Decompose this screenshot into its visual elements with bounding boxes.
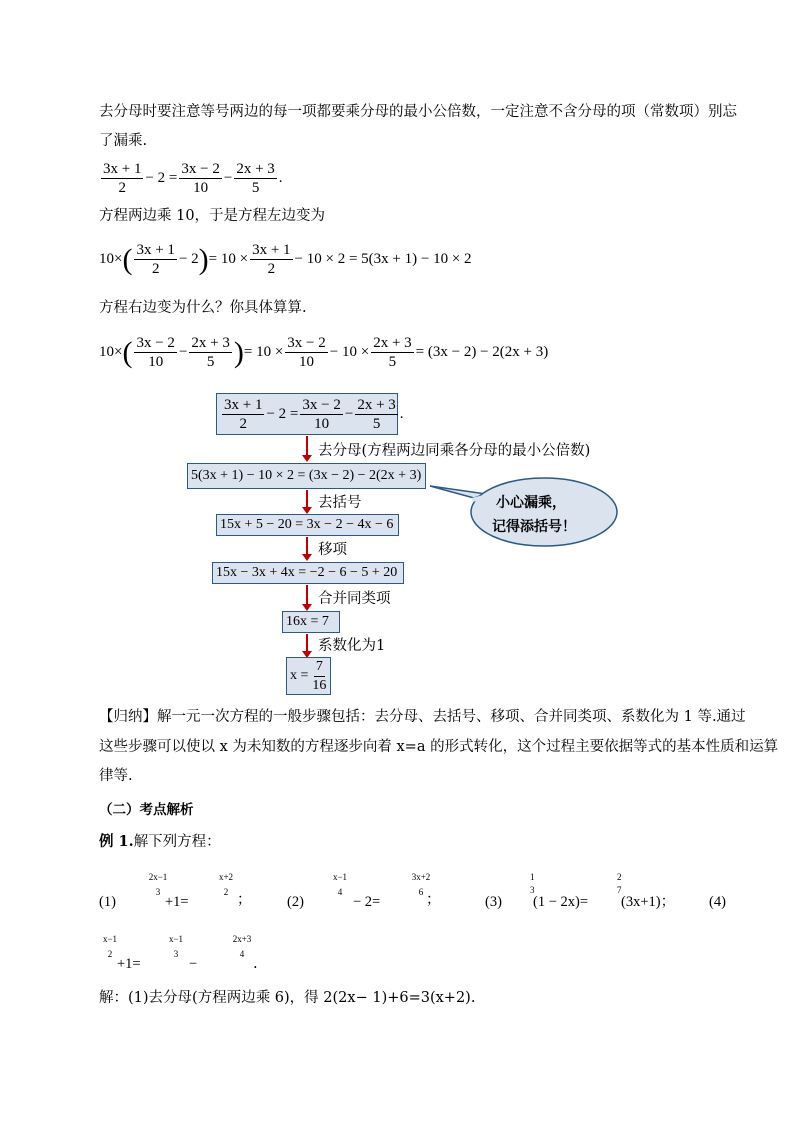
example-label: 例 1. [99,833,134,850]
flow-arrow-5 [306,634,308,652]
problem-4-a-num: x−1 [102,934,118,944]
problem-4-c-den: 4 [239,949,245,959]
problem-1-b-den: 2 [223,887,229,897]
problem-4-minus: − [189,956,198,972]
problem-1-mid: +1= [165,894,189,910]
problem-2-b-num: 3x+2 [411,872,431,882]
problems-row [99,870,739,920]
example-heading [99,832,221,852]
summary-line-2: 这些步骤可以使以 x 为未知数的方程逐步向着 x=a 的形式转化，这个过程主要依据等式的基本性质和运算 [99,739,779,755]
flow-box-combined: 16x = 7 [282,611,340,633]
problem-3-a-den: 3 [530,885,535,895]
flow-step-4: 合并同类项 [318,591,391,607]
problem-4-end: . [253,956,258,972]
problem-1-a-num: 2x−1 [148,872,168,882]
problem-2-a-num: x−1 [332,872,348,882]
problem-3-end: (3x+1)； [621,894,676,910]
problem-4-b-num: x−1 [168,934,184,944]
problem-1-label: (1) [99,894,116,910]
flow-step-3: 移项 [318,542,347,558]
problem-2-end: ； [426,892,441,908]
equation-left-side: 10× ( $\frac{3x + 1}{2}$ − 2 ) = 10 × $\frac{3x + 1}{2}$ − 10 × 2 = 5(3x + 1) − 10 × 2 [99,242,472,277]
problem-4-label: (4) [709,894,726,910]
flow-box-expanded: 5(3x + 1) − 10 × 2 = (3x − 2) − 2(2x + 3) [187,463,426,489]
flow-box-brackets-removed: 15x + 5 − 20 = 3x − 2 − 4x − 6 [216,514,399,536]
problem-1-b-num: x+2 [218,872,234,882]
problem-3-a-num: 1 [530,872,535,882]
problem-3-mid: (1 − 2x)= [533,894,589,910]
problem-4-c-num: 2x+3 [232,934,252,944]
mult10-text: 方程两边乘 10，于是方程左边变为 [99,208,326,224]
problem-2-mid: − 2= [353,894,381,910]
problem-1-a-den: 3 [155,887,161,897]
solution-line: 解：(1)去分母(方程两边乘 6)，得 2(2x− 1)+6=3(x+2). [99,990,476,1006]
flow-box-solution: x = $\frac{7}{16}$ [286,657,331,695]
speech-bubble [424,472,624,552]
right-side-question: 方程右边变为什么？你具体算算. [99,300,307,316]
problem-3-b-den: 7 [617,885,622,895]
example-instruction: 解下列方程： [133,834,221,850]
equation-right-side: 10× ( $\frac{3x - 2}{10}$ − $\frac{2x + 3}{5}$ ) = 10 × $\frac{3x - 2}{10}$ − 10 × $\frac{2x + 3}{5}$ = (3x − 2) − 2(2x + 3) [99,335,549,370]
bubble-line-1: 小心漏乘， [496,495,566,511]
intro-line-2: 了漏乘. [99,133,148,149]
summary-line-3: 律等. [99,768,133,784]
problem-4-mid: +1= [117,956,141,972]
intro-line-1: 去分母时要注意等号两边的每一项都要乘分母的最小公倍数，一定注意不含分母的项（常数项）别忘 [99,104,737,120]
summary-line-1: 【归纳】解一元一次方程的一般步骤包括：去分母、去括号、移项、合并同类项、系数化为 1 等.通过 [99,709,746,725]
flow-box-original: $\frac{3x + 1}{2}$ − 2 = $\frac{3x - 2}{10}$ − $\frac{2x + 3}{5}$ . [216,393,398,435]
flow-step-5: 系数化为1 [318,638,386,654]
flow-arrow-4 [306,585,308,605]
problem-2-a-den: 4 [337,887,343,897]
section-title: （二）考点解析 [99,802,194,818]
problem-3-b-num: 2 [617,872,622,882]
flow-arrow-1 [306,436,308,456]
problem-2-b-den: 6 [418,887,424,897]
problem-4-b-den: 3 [173,949,179,959]
equation-original: $\frac{3x + 1}{2}$ − 2 = $\frac{3x - 2}{10}$ − $\frac{2x + 3}{5}$ . [103,161,283,196]
flow-step-1: 去分母(方程两边同乘各分母的最小公倍数) [318,443,591,459]
flow-arrow-2 [306,490,308,508]
flow-box-transposed: 15x − 3x + 4x = −2 − 6 − 5 + 20 [212,562,404,584]
problem-1-end: ； [237,892,252,908]
flow-arrow-3 [306,537,308,555]
problem-4-row [99,930,299,980]
problem-4-a-den: 2 [107,949,113,959]
flow-step-2: 去括号 [318,495,362,511]
bubble-line-2: 记得添括号！ [492,519,576,535]
problem-2-label: (2) [287,894,304,910]
problem-3-label: (3) [485,894,502,910]
